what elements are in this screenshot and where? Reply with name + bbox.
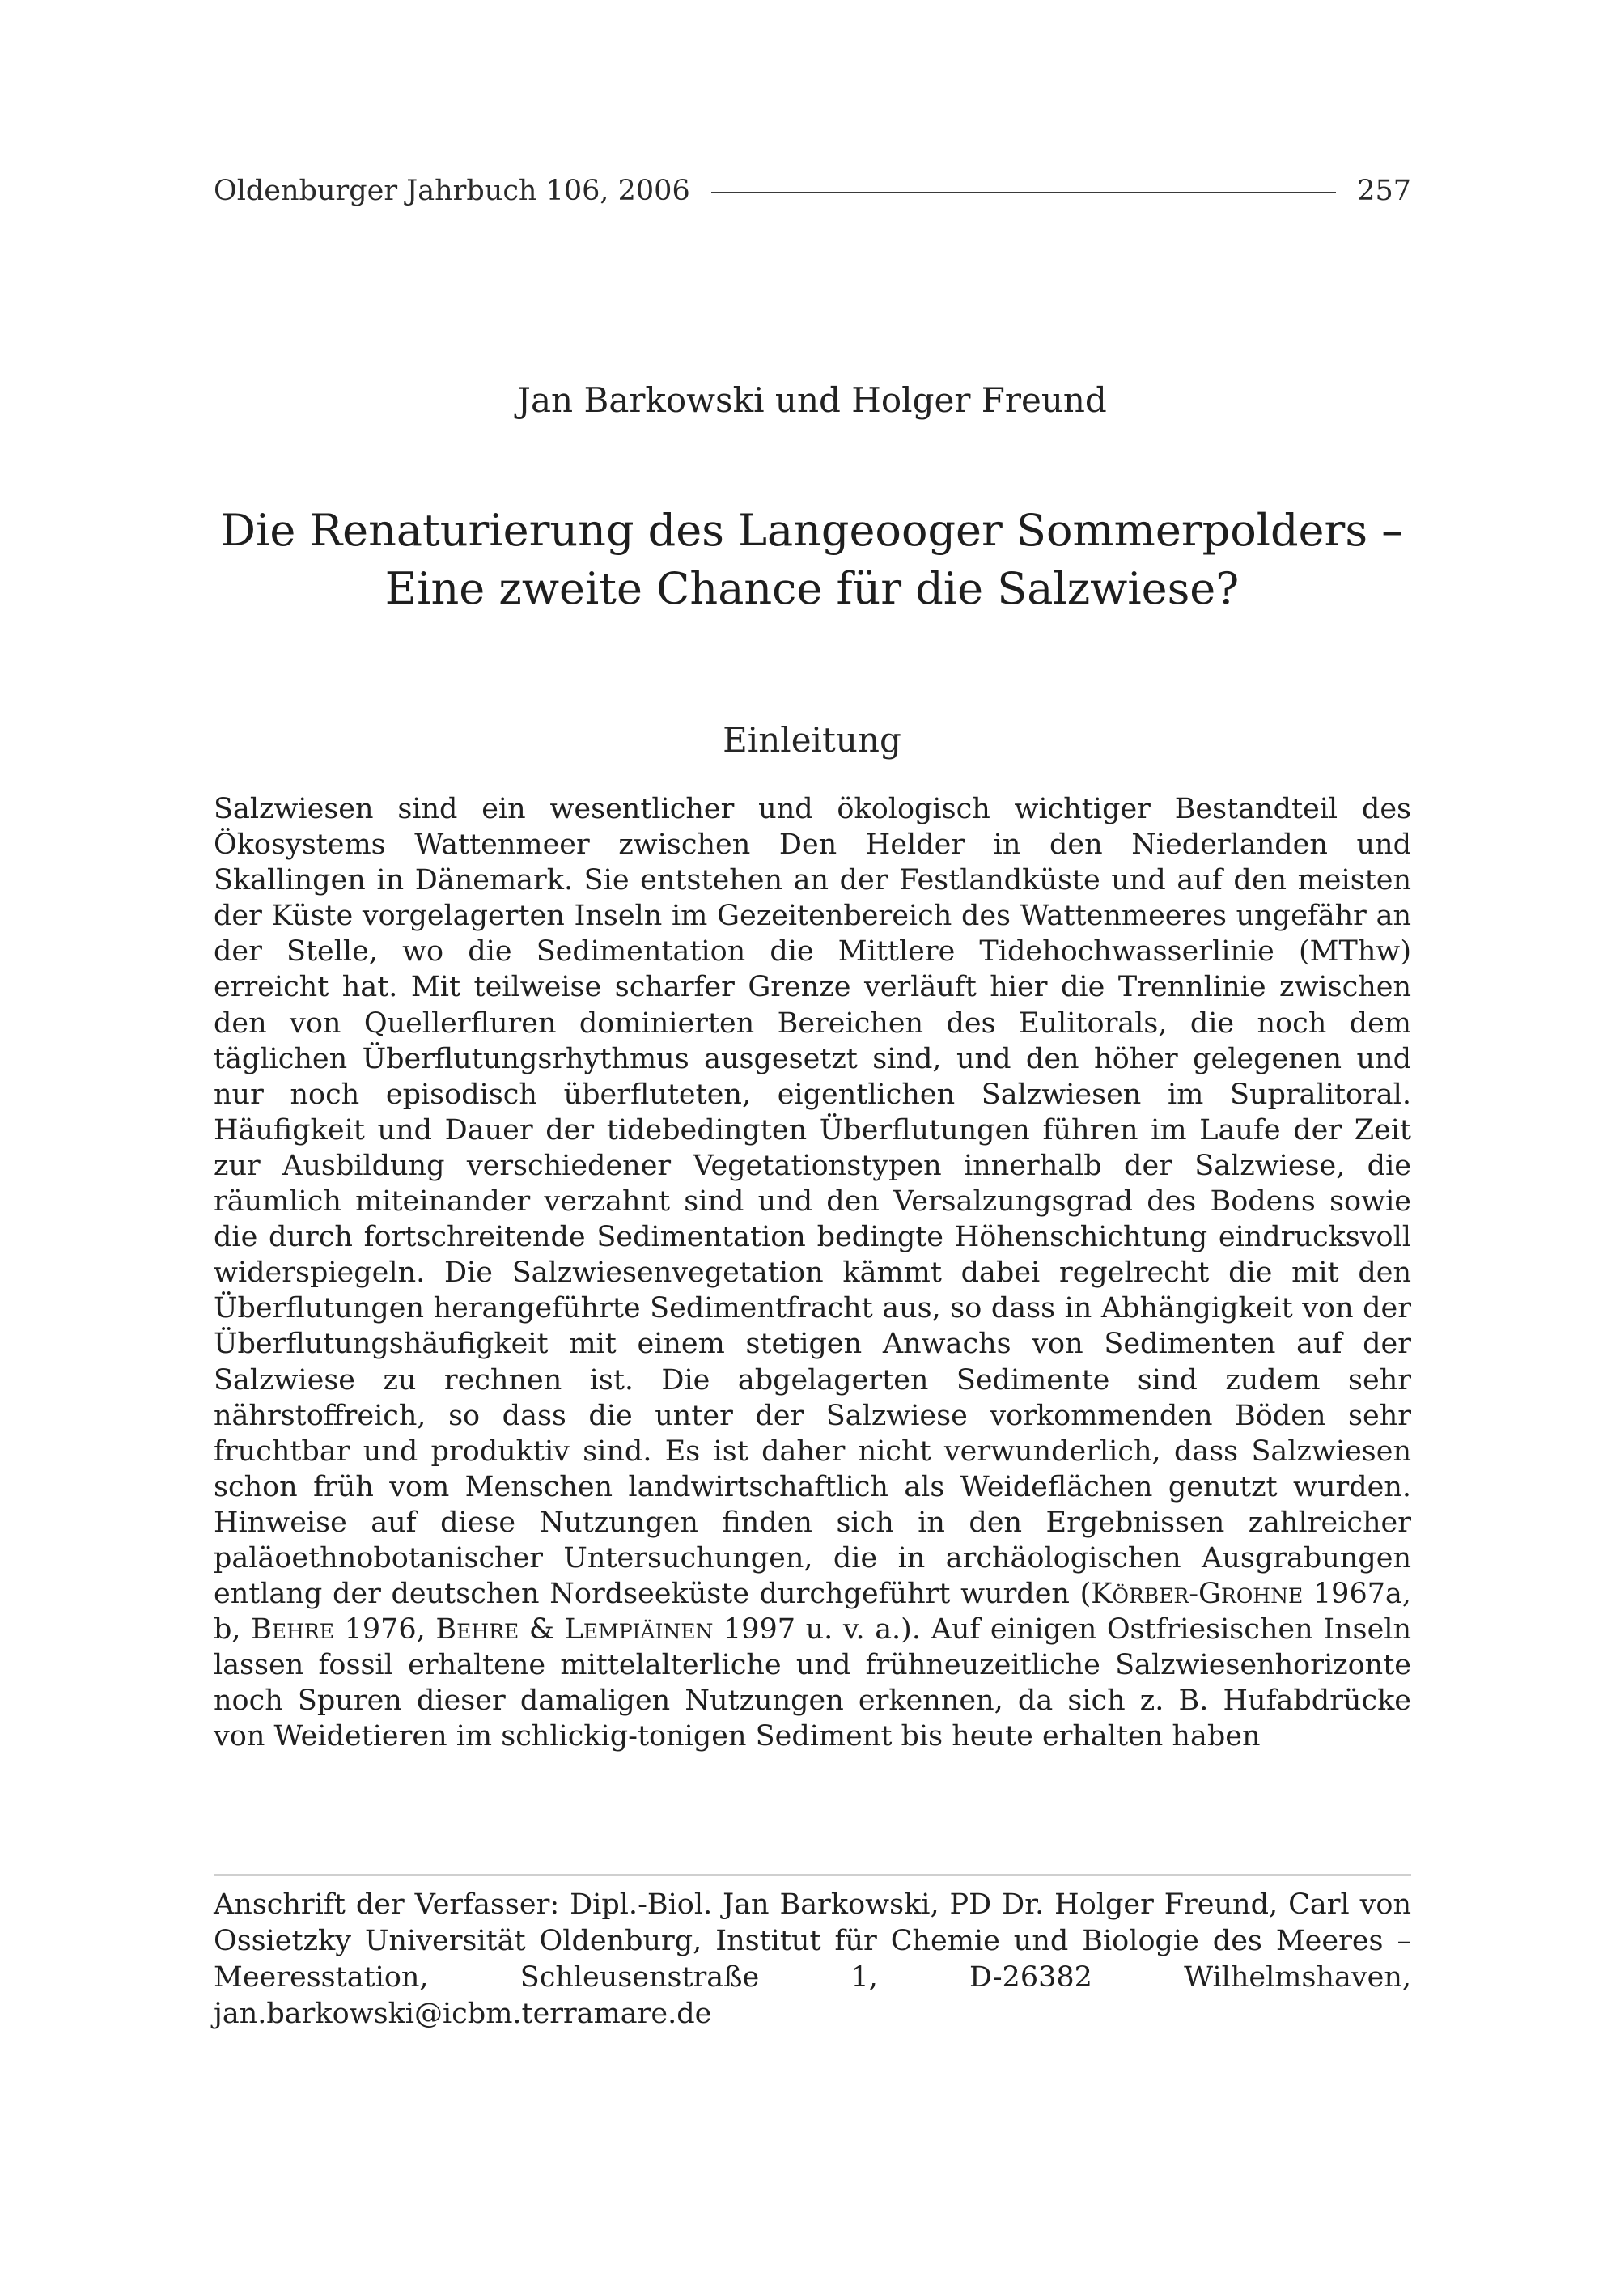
citation-behre-1997: Behre	[435, 1613, 519, 1647]
citation-behre-1976: Behre	[251, 1613, 334, 1647]
body-text-part-5: 1997 u. v. a.). Auf einigen Ostfriesischen Inseln lassen fossil erhaltene mittelalterliche und frühneuzeitliche Salzwiesenhorizonte noch Spuren dieser damaligen Nutzungen erkennen, da sich z. B. Hufabdrücke von Weidetieren im schlickig-tonigen Sediment bis heute erhalten haben	[214, 1613, 1412, 1753]
title-line-1: Die Renaturierung des Langeooger Sommerpolders –	[220, 505, 1404, 556]
article-title	[0, 502, 1624, 618]
journal-title: Oldenburger Jahrbuch 106, 2006	[214, 175, 690, 207]
running-head	[214, 170, 1411, 212]
page-number: 257	[1357, 175, 1411, 207]
citation-koerber-grohne: Körber-Grohne	[1091, 1578, 1304, 1611]
footnote-rule	[214, 1874, 1411, 1876]
author-address-footnote: Anschrift der Verfasser: Dipl.-Biol. Jan Barkowski, PD Dr. Holger Freund, Carl von Ossietzky Universität Oldenburg, Institut für Chemie und Biologie des Meeres – Meeresstation, Schleusenstraße 1, D-26382 Wilhelmshaven, jan.barkowski@icbm.terramare.de	[214, 1888, 1411, 2030]
authors: Jan Barkowski und Holger Freund	[517, 380, 1107, 420]
body-text-part-4: &	[519, 1613, 565, 1647]
body-text-part-1: Salzwiesen sind ein wesentlicher und ökologisch wichtiger Bestandteil des Ökosystems Wattenmeer zwischen Den Helder in den Niederlanden und Skallingen in Dänemark. Sie entstehen an der Festlandküste und auf den meisten der Küste vorgelagerten Inseln im Gezeitenbereich des Wattenmeeres ungefähr an der Stelle, wo die Sedimentation die Mittlere Tidehochwasserlinie (MThw) erreicht hat. Mit teilweise scharfer Grenze verläuft hier die Trennlinie zwischen den von Quellerfluren dominierten Bereichen des Eulitorals, die noch dem täglichen Überflutungsrhythmus ausgesetzt sind, und den höher gelegenen und nur noch episodisch überfluteten, eigentlichen Salzwiesen im Supralitoral. Häufigkeit und Dauer der tidebedingten Überflutungen führen im Laufe der Zeit zur Ausbildung verschiedener Vegetationstypen innerhalb der Salzwiese, die räumlich miteinander verzahnt sind und den Versalzungsgrad des Bodens sowie die durch fortschreitende Sedimentation bedingte Höhenschichtung eindrucksvoll widerspiegeln. Die Salzwiesenvegetation kämmt dabei regelrecht die mit den Überflutungen herangeführte Sedimentfracht aus, so dass in Abhängigkeit von der Überflutungshäufigkeit mit einem stetigen Anwachs von Sedimenten auf der Salzwiese zu rechnen ist. Die abgelagerten Sedimente sind zudem sehr nährstoffreich, so dass die unter der Salzwiese vorkommenden Böden sehr fruchtbar und produktiv sind. Es ist daher nicht verwunderlich, dass Salzwiesen schon früh vom Menschen landwirtschaftlich als Weideflächen genutzt wurden. Hinweise auf diese Nutzungen finden sich in den Ergebnissen zahlreicher paläoethnobotanischer Untersuchungen, die in archäologischen Ausgrabungen entlang der deutschen Nordseeküste durchgeführt wurden (	[214, 793, 1411, 1611]
title-line-2: Eine zweite Chance für die Salzwiese?	[384, 563, 1240, 614]
body-paragraph	[214, 791, 1411, 1755]
header-rule	[711, 192, 1336, 193]
section-heading: Einleitung	[723, 720, 901, 760]
body-text-part-2: 1967a, b,	[214, 1578, 1411, 1647]
body-text	[214, 791, 1411, 1755]
citation-lempiainen: Lempiäinen	[564, 1613, 714, 1647]
body-text-part-3: 1976,	[334, 1613, 436, 1647]
